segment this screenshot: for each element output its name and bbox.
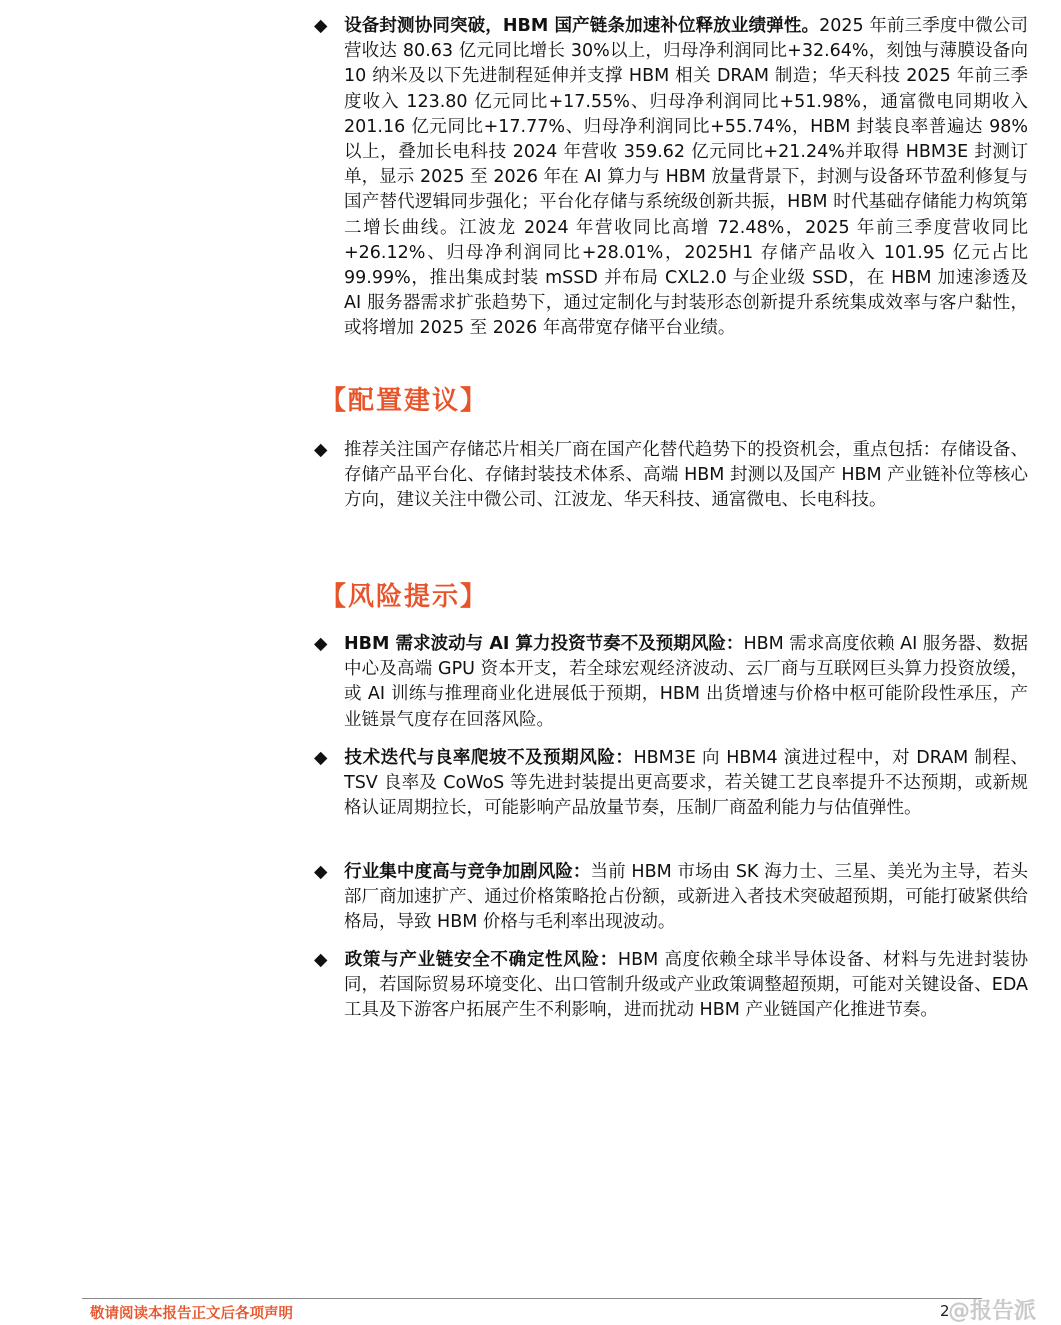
bullet-diamond-icon: ◆ [314, 748, 328, 768]
intro-lead: 设备封测协同突破，HBM 国产链条加速补位释放业绩弹性。 [344, 16, 820, 36]
risk-heading: 【风险提示】 [320, 582, 489, 612]
bullet-diamond-icon: ◆ [314, 440, 328, 460]
page-number: 2 [940, 1302, 950, 1320]
risk-item-lead: 技术迭代与良率爬坡不及预期风险： [344, 748, 634, 768]
risk-item-body: 当前 HBM 市场由 SK 海力士、三星、美光为主导，若头部厂商加速扩产、通过价格策略抢占份额，或新进入者技术突破超预期，可能打破紧供给格局，导致 HBM 价格与毛利率出现波动。 [344, 862, 1028, 933]
footer-divider [82, 1298, 982, 1299]
risk-item-body: HBM3E 向 HBM4 演进过程中，对 DRAM 制程、TSV 良率及 CoWoS 等先进封装提出更高要求，若关键工艺良率提升不达预期，或新规格认证周期拉长，可能影响产品放量节奏，压制厂商盈利能力与估值弹性。 [344, 748, 1029, 819]
bullet-diamond-icon: ◆ [314, 862, 328, 882]
risk-item-body: HBM 需求高度依赖 AI 服务器、数据中心及高端 GPU 资本开支，若全球宏观经济波动、云厂商与互联网巨头算力投资放缓，或 AI 训练与推理商业化进展低于预期，HBM 出货增速与价格中枢可能阶段性承压，产业链景气度存在回落风险。 [344, 634, 1028, 730]
risk-item [314, 632, 1028, 733]
bullet-diamond-icon: ◆ [314, 950, 328, 970]
risk-item [314, 746, 1029, 822]
risk-item-lead: 政策与产业链安全不确定性风险： [344, 950, 618, 970]
watermark: @报告派 [948, 1299, 1037, 1324]
allocation-heading: 【配置建议】 [320, 386, 489, 416]
risk-item-lead: HBM 需求波动与 AI 算力投资节奏不及预期风险： [344, 634, 744, 654]
risk-item [314, 860, 1028, 936]
intro-paragraph [314, 14, 1028, 342]
intro-body: 2025 年前三季度中微公司营收达 80.63 亿元同比增长 30%以上，归母净利润同比+32.64%，刻蚀与薄膜设备向 10 纳米及以下先进制程延伸并支撑 HBM 相关 DRAM 制造；华天科技 2025 年前三季度收入 123.80 亿元同比+17.55%、归母净利润同比+51.98%，通富微电同期收入 201.16 亿元同比+17.77%、归母净利润同比+55.74%，HBM 封装良率普遍达 98%以上，叠加长电科技 2024 年营收 359.62 亿元同比+21.24%并取得 HBM3E 封测订单，显示 2025 至 2026 年在 AI 算力与 HBM 放量背景下，封测与设备环节盈利修复与国产替代逻辑同步强化；平台化存储与系统级创新共振，HBM 时代基础存储能力构筑第二增长曲线。江波龙 2024 年营收同比高增 72.48%，2025 年前三季度营收同比+26.12%、归母净利润同比+28.01%，2025H1 存储产品收入 101.95 亿元占比 99.99%，推出集成封装 mSSD 并布局 CXL2.0 与企业级 SSD，在 HBM 加速渗透及 AI 服务器需求扩张趋势下，通过定制化与封装形态创新提升系统集成效率与客户黏性，或将增加 2025 至 2026 年高带宽存储平台业绩。 [344, 16, 1028, 339]
allocation-paragraph [314, 438, 1028, 514]
risk-item [314, 948, 1029, 1024]
risk-item-lead: 行业集中度高与竞争加剧风险： [344, 862, 591, 882]
footer-disclaimer: 敬请阅读本报告正文后各项声明 [90, 1306, 293, 1322]
bullet-diamond-icon: ◆ [314, 16, 328, 36]
risk-item-body: HBM 高度依赖全球半导体设备、材料与先进封装协同，若国际贸易环境变化、出口管制升级或产业政策调整超预期，可能对关键设备、EDA 工具及下游客户拓展产生不利影响，进而扰动 HBM 产业链国产化推进节奏。 [344, 950, 1029, 1021]
bullet-diamond-icon: ◆ [314, 634, 328, 654]
allocation-body: 推荐关注国产存储芯片相关厂商在国产化替代趋势下的投资机会，重点包括：存储设备、存储产品平台化、存储封装技术体系、高端 HBM 封测以及国产 HBM 产业链补位等核心方向，建议关注中微公司、江波龙、华天科技、通富微电、长电科技。 [344, 440, 1028, 511]
